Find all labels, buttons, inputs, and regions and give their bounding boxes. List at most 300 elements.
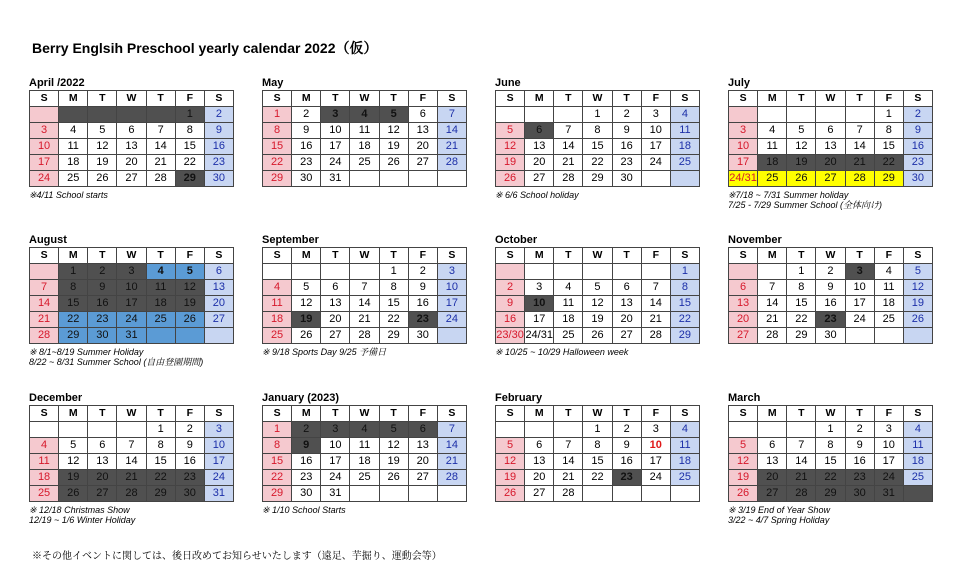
weekday-header: T [321,248,350,264]
day-cell: 9 [292,438,321,454]
weekday-header: M [525,91,554,107]
day-cell: 5 [59,438,88,454]
day-cell: 29 [263,171,292,187]
day-cell: 10 [204,438,233,454]
day-cell [729,422,758,438]
week-row [30,123,234,139]
day-cell: 11 [59,139,88,155]
day-cell: 24 [641,470,670,486]
day-cell: 9 [408,280,437,296]
day-cell [525,422,554,438]
day-cell: 2 [845,422,874,438]
weekday-header: T [554,406,583,422]
month-calendar [262,233,467,357]
day-cell: 27 [204,312,233,328]
month-note: ※ 8/1~8/19 Summer Holiday [29,347,144,357]
day-cell: 26 [379,155,408,171]
day-cell: 8 [816,438,845,454]
day-cell: 11 [554,296,583,312]
day-cell [670,171,699,187]
day-cell: 6 [729,280,758,296]
day-cell [437,486,466,502]
day-cell: 12 [583,296,612,312]
weekday-header: F [175,91,204,107]
day-cell: 14 [641,296,670,312]
day-cell: 13 [758,454,787,470]
day-cell: 9 [816,280,845,296]
weekday-header: W [583,248,612,264]
day-cell [117,422,146,438]
day-cell [641,264,670,280]
day-cell: 4 [59,123,88,139]
week-row [263,296,467,312]
day-cell: 23 [612,470,641,486]
week-row [30,107,234,123]
week-row [496,280,700,296]
day-cell [525,264,554,280]
weekday-header: T [612,248,641,264]
month-calendar [29,233,234,367]
day-cell [612,486,641,502]
day-cell: 22 [379,312,408,328]
day-cell: 10 [641,438,670,454]
day-cell [903,328,932,344]
day-cell: 19 [903,296,932,312]
weekday-header: M [758,91,787,107]
day-cell: 20 [408,139,437,155]
weekday-header: F [408,248,437,264]
week-row [729,422,933,438]
day-cell: 11 [350,438,379,454]
day-cell: 6 [525,438,554,454]
day-cell: 15 [379,296,408,312]
day-cell: 18 [59,155,88,171]
day-cell: 7 [350,280,379,296]
week-row [30,280,234,296]
day-cell: 13 [204,280,233,296]
day-cell: 19 [729,470,758,486]
week-row [263,328,467,344]
month-calendar [495,76,700,200]
weekday-header: M [292,406,321,422]
week-row [729,139,933,155]
month-calendar [262,391,467,515]
day-cell: 12 [59,454,88,470]
day-cell [583,486,612,502]
month-note: ※ 1/10 School Starts [262,505,346,515]
month-table [728,90,933,187]
day-cell: 5 [496,123,525,139]
weekday-header: W [117,248,146,264]
day-cell [30,264,59,280]
day-cell: 22 [146,470,175,486]
day-cell: 3 [845,264,874,280]
day-cell: 21 [554,155,583,171]
day-cell: 12 [496,139,525,155]
week-row [263,155,467,171]
weekday-header: S [204,248,233,264]
week-row [729,155,933,171]
day-cell: 15 [263,454,292,470]
day-cell: 7 [845,123,874,139]
day-cell [437,328,466,344]
week-row [263,422,467,438]
day-cell: 28 [437,155,466,171]
weekday-header: S [670,406,699,422]
week-row [30,454,234,470]
day-cell: 14 [554,454,583,470]
day-cell: 15 [816,454,845,470]
day-cell: 13 [729,296,758,312]
weekday-header: S [263,91,292,107]
day-cell [321,264,350,280]
day-cell: 16 [612,454,641,470]
day-cell: 14 [758,296,787,312]
day-cell: 21 [845,155,874,171]
weekday-header: T [787,406,816,422]
day-cell: 30 [204,171,233,187]
month-table [495,90,700,187]
day-cell: 26 [787,171,816,187]
weekday-header: W [816,91,845,107]
day-cell: 24 [437,312,466,328]
day-cell: 16 [903,139,932,155]
day-cell: 5 [583,280,612,296]
week-row [496,486,700,502]
day-cell: 15 [263,139,292,155]
month-note: 8/22 ~ 8/31 Summer School (自由登園期間) [29,357,204,367]
day-cell: 10 [729,139,758,155]
day-cell: 1 [59,264,88,280]
weekday-header: W [583,406,612,422]
day-cell: 16 [845,454,874,470]
footer-note: ※その他イベントに関しては、後日改めてお知らせいたします（遠足、芋掘り、運動会等） [32,551,442,562]
day-cell: 18 [350,454,379,470]
weekday-header: T [146,91,175,107]
day-cell: 23 [88,312,117,328]
weekday-header: T [379,406,408,422]
weekday-header: F [874,406,903,422]
weekday-header: S [903,91,932,107]
week-row [496,123,700,139]
day-cell: 14 [437,438,466,454]
day-cell: 18 [758,155,787,171]
day-cell: 12 [729,454,758,470]
day-cell: 13 [88,454,117,470]
day-cell: 23 [612,155,641,171]
day-cell: 19 [379,454,408,470]
day-cell [437,171,466,187]
week-row [496,107,700,123]
month-name: August [29,234,67,246]
day-cell [758,422,787,438]
day-cell [874,328,903,344]
day-cell: 13 [525,139,554,155]
day-cell: 30 [816,328,845,344]
day-cell: 14 [117,454,146,470]
day-cell: 21 [117,470,146,486]
month-note: 12/19 ~ 1/6 Winter Holiday [29,515,136,525]
weekday-header: T [88,91,117,107]
weekday-header: S [204,91,233,107]
day-cell: 20 [816,155,845,171]
day-cell: 12 [379,438,408,454]
month-calendar [29,391,234,525]
day-cell: 10 [117,280,146,296]
day-cell [554,107,583,123]
day-cell: 12 [379,123,408,139]
day-cell: 5 [292,280,321,296]
weekday-header: S [670,91,699,107]
day-cell [641,171,670,187]
day-cell: 23/30 [496,328,525,344]
day-cell: 3 [204,422,233,438]
day-cell: 13 [408,123,437,139]
day-cell: 6 [816,123,845,139]
day-cell: 4 [263,280,292,296]
day-cell: 1 [379,264,408,280]
day-cell: 6 [117,123,146,139]
day-cell: 27 [88,486,117,502]
day-cell: 24 [874,470,903,486]
day-cell: 25 [350,155,379,171]
weekday-header: S [263,406,292,422]
day-cell: 12 [496,454,525,470]
day-cell: 17 [874,454,903,470]
month-name: October [495,234,538,246]
day-cell: 4 [670,107,699,123]
week-row [496,422,700,438]
day-cell [670,486,699,502]
day-cell: 4 [146,264,175,280]
day-cell [845,328,874,344]
weekday-header: S [496,91,525,107]
day-cell [816,107,845,123]
day-cell: 18 [874,296,903,312]
week-row [263,139,467,155]
day-cell: 19 [496,470,525,486]
day-cell: 28 [554,171,583,187]
weekday-header: T [146,406,175,422]
day-cell: 25 [263,328,292,344]
month-calendar [728,391,933,525]
day-cell: 23 [845,470,874,486]
day-cell: 7 [30,280,59,296]
day-cell [379,171,408,187]
day-cell [758,107,787,123]
day-cell: 18 [30,470,59,486]
day-cell: 23 [903,155,932,171]
day-cell: 1 [263,422,292,438]
day-cell: 6 [612,280,641,296]
day-cell [292,264,321,280]
day-cell: 14 [30,296,59,312]
day-cell: 24/31 [729,171,758,187]
day-cell: 16 [204,139,233,155]
day-cell: 28 [437,470,466,486]
weekday-header: F [408,406,437,422]
day-cell: 19 [496,155,525,171]
day-cell [379,486,408,502]
week-row [263,438,467,454]
day-cell [496,107,525,123]
day-cell: 27 [816,171,845,187]
weekday-header: S [437,248,466,264]
weekday-header: T [612,406,641,422]
day-cell: 17 [845,296,874,312]
day-cell: 17 [525,312,554,328]
day-cell: 8 [583,438,612,454]
week-row [729,328,933,344]
day-cell: 30 [292,486,321,502]
day-cell: 14 [146,139,175,155]
day-cell: 21 [350,312,379,328]
month-name: March [728,392,761,404]
day-cell: 19 [583,312,612,328]
day-cell: 22 [816,470,845,486]
day-cell: 9 [175,438,204,454]
week-row [30,155,234,171]
week-row [729,123,933,139]
day-cell [350,486,379,502]
day-cell: 8 [146,438,175,454]
week-row [496,438,700,454]
day-cell [263,264,292,280]
day-cell: 28 [30,328,59,344]
day-cell: 6 [408,422,437,438]
day-cell: 23 [204,155,233,171]
day-cell: 12 [292,296,321,312]
month-calendar [728,233,933,344]
week-row [263,454,467,470]
weekday-header: S [437,91,466,107]
day-cell: 6 [204,264,233,280]
day-cell: 15 [175,139,204,155]
day-cell: 3 [30,123,59,139]
day-cell: 8 [263,438,292,454]
day-cell: 20 [117,155,146,171]
day-cell: 23 [292,470,321,486]
day-cell: 20 [525,470,554,486]
month-name: May [262,77,284,89]
month-note: ※ 3/19 End of Year Show [728,505,830,515]
day-cell: 8 [583,123,612,139]
day-cell: 28 [117,486,146,502]
day-cell: 23 [816,312,845,328]
day-cell: 20 [321,312,350,328]
weekday-header: T [88,248,117,264]
day-cell: 8 [59,280,88,296]
day-cell: 24/31 [525,328,554,344]
day-cell: 7 [437,422,466,438]
week-row [496,470,700,486]
day-cell: 28 [845,171,874,187]
month-note: 3/22 ~ 4/7 Spring Holiday [728,515,830,525]
day-cell: 7 [146,123,175,139]
day-cell: 19 [59,470,88,486]
week-row [263,107,467,123]
weekday-header: T [845,248,874,264]
day-cell: 17 [30,155,59,171]
day-cell: 27 [117,171,146,187]
day-cell: 18 [554,312,583,328]
day-cell: 1 [175,107,204,123]
weekday-header: F [874,91,903,107]
day-cell: 29 [874,171,903,187]
weekday-header: S [30,91,59,107]
day-cell: 16 [496,312,525,328]
day-cell: 14 [787,454,816,470]
day-cell: 23 [408,312,437,328]
day-cell: 25 [670,155,699,171]
day-cell: 22 [874,155,903,171]
weekday-header: F [408,91,437,107]
weekday-header: W [816,248,845,264]
weekday-header: S [263,248,292,264]
month-calendar [495,391,700,502]
weekday-header: S [496,248,525,264]
day-cell: 16 [88,296,117,312]
day-cell: 6 [88,438,117,454]
day-cell: 24 [30,171,59,187]
day-cell [729,107,758,123]
day-cell [117,107,146,123]
weekday-header: W [117,91,146,107]
weekday-header: T [612,91,641,107]
day-cell: 14 [845,139,874,155]
day-cell: 26 [379,470,408,486]
day-cell: 14 [350,296,379,312]
day-cell: 28 [554,486,583,502]
day-cell [583,264,612,280]
day-cell: 5 [175,264,204,280]
week-row [263,123,467,139]
weekday-header: W [583,91,612,107]
day-cell: 18 [670,139,699,155]
day-cell: 9 [612,123,641,139]
week-row [263,171,467,187]
day-cell: 2 [496,280,525,296]
day-cell: 25 [146,312,175,328]
day-cell [30,422,59,438]
day-cell: 5 [379,107,408,123]
weekday-header: M [525,248,554,264]
month-note: ※ 10/25 ~ 10/29 Halloween week [495,347,629,357]
week-row [496,296,700,312]
day-cell: 1 [816,422,845,438]
day-cell: 21 [641,312,670,328]
day-cell: 15 [583,139,612,155]
day-cell: 13 [612,296,641,312]
month-table [262,247,467,344]
weekday-header: W [350,91,379,107]
weekday-header: T [321,406,350,422]
day-cell [408,486,437,502]
weekday-header: M [758,406,787,422]
day-cell: 15 [146,454,175,470]
week-row [729,107,933,123]
day-cell: 11 [670,123,699,139]
day-cell: 3 [641,422,670,438]
day-cell: 4 [903,422,932,438]
weekday-header: M [59,406,88,422]
weekday-header: M [758,248,787,264]
day-cell: 5 [496,438,525,454]
day-cell: 5 [379,422,408,438]
week-row [729,280,933,296]
day-cell: 15 [59,296,88,312]
day-cell: 8 [670,280,699,296]
